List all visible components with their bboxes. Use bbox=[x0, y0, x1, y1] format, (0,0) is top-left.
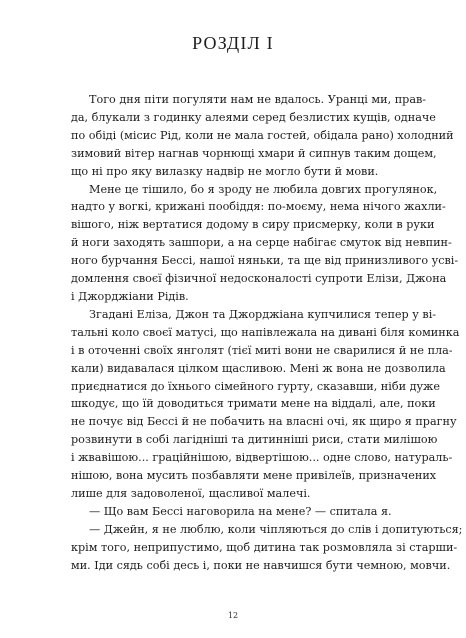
text-line: приєднатися до їхнього сімейного гурту, сказавши, ніби дуже bbox=[71, 379, 440, 393]
text-line: по обіді (місис Рід, коли не мала гостей, обідала рано) холодний bbox=[71, 128, 454, 142]
text-line: і Джорджіани Рідів. bbox=[71, 289, 189, 303]
text-line: зимовий вітер нагнав чорнющі хмари й сипнув таким дощем, bbox=[71, 146, 437, 160]
text-line: надто у вогкі, крижані пообіддя: по-моєму, нема нічого жахли- bbox=[71, 200, 446, 214]
text-line: домлення своєї фізичної недосконалості супроти Елізи, Джона bbox=[71, 272, 447, 286]
text-line: Мене це тішило, бо я зроду не любила довгих прогулянок, bbox=[89, 182, 438, 196]
text-line: й ноги заходять зашпори, а на серце набігає смуток від невпин- bbox=[71, 236, 452, 250]
text-line: Згадані Еліза, Джон та Джорджіана купчилися тепер у ві- bbox=[89, 307, 437, 321]
text-line: вішого, ніж вертатися додому в сиру присмерку, коли в руки bbox=[71, 218, 435, 232]
text-line: — Що вам Бессі наговорила на мене? — спитала я. bbox=[89, 504, 392, 518]
text-line: шкодує, що їй доводиться тримати мене на віддалі, але, поки bbox=[71, 397, 436, 411]
text-line: не почує від Бессі й не побачить на власні очі, як щиро я прагну bbox=[71, 415, 457, 429]
text-line: лише для задоволеної, щасливої малечі. bbox=[71, 486, 311, 500]
text-line: розвинути в собі лагідніші та дитинніші риси, стати милішою bbox=[71, 433, 438, 447]
text-line: крім того, неприпустимо, щоб дитина так розмовляла зі старши- bbox=[71, 540, 458, 554]
text-line: да, блукали з годинку алеями серед безлистих кущів, одначе bbox=[71, 110, 436, 124]
text-line: кали) видавалася цілком щасливою. Мені ж вона не дозволила bbox=[71, 361, 446, 375]
text-line: ного бурчання Бессі, нашої няньки, та ще від принизливого усві- bbox=[71, 254, 459, 268]
text-line: і жвавішою... грацiйнішою, відвертішою... одне слово, натураль- bbox=[71, 451, 453, 465]
text-line: і в оточенні своїх янголят (тієї миті вони не сварилися й не пла- bbox=[71, 343, 453, 357]
text-line: що ні про яку вилазку надвір не могло бути й мови. bbox=[71, 164, 379, 178]
chapter-body bbox=[71, 91, 463, 574]
text-line: — Джейн, я не люблю, коли чіпляються до слів і допитуються; bbox=[89, 522, 463, 536]
text-line: тальні коло своєї матусі, що напівлежала на дивані біля коминка bbox=[71, 325, 460, 339]
text-line: ми. Іди сядь собі десь і, поки не навчишся бути чемною, мовчи. bbox=[71, 558, 451, 572]
text-line: нішою, вона мусить позбавляти мене привілеїв, призначених bbox=[71, 469, 437, 483]
text-line: Того дня піти погуляти нам не вдалось. Уранці ми, прав- bbox=[89, 93, 427, 106]
page-number: 12 bbox=[227, 611, 239, 620]
chapter-title: РОЗДІЛ І bbox=[192, 33, 274, 53]
